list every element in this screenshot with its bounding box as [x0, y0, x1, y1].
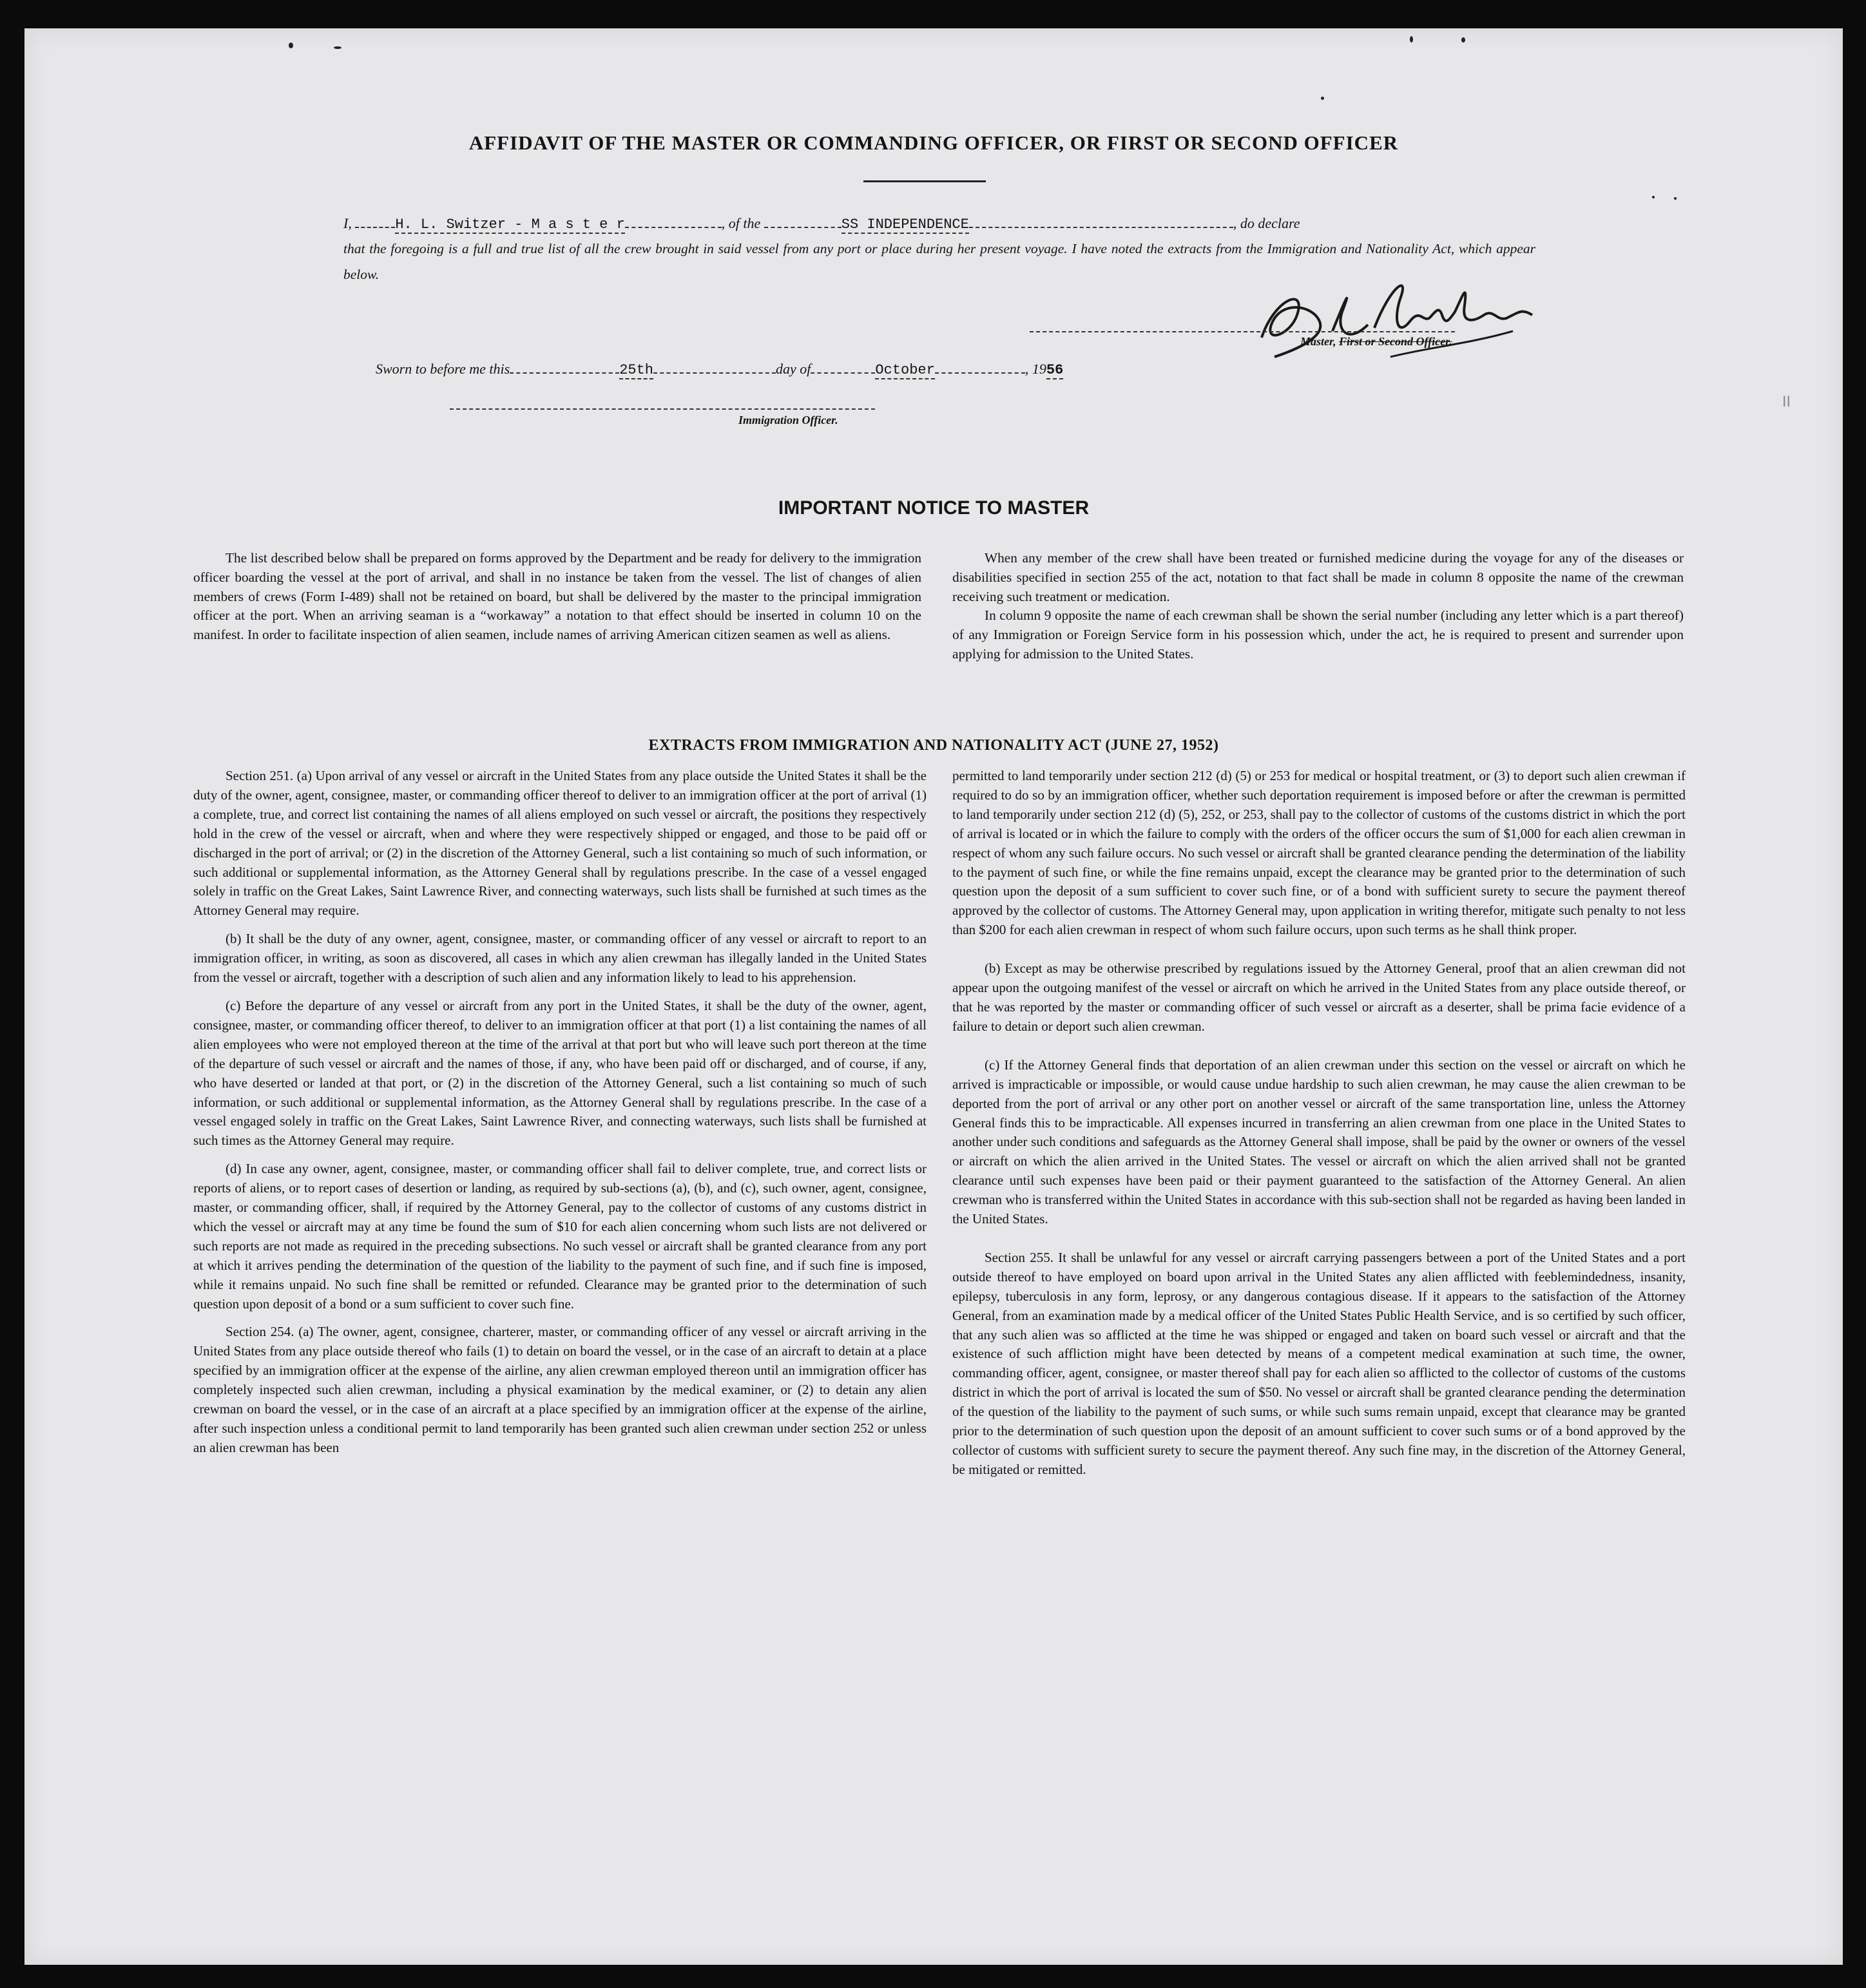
section-255: Section 255. It shall be unlawful for any vessel or aircraft carrying passengers between a port of the United States and a port outside thereof to have employed on board upon arrival in the United States any alien afflicted with feeblemindedness, insanity, epilepsy, tuberculosis in any form, leprosy, or any dangerous contagious disease. If it appears to the satisfaction of the Attorney General, from an examination made by a medical officer of the United States Public Health Service, and is so certified by such officer, that any such alien was so afflicted at the time he was shipped or engaged and taken on board such vessel or aircraft and that the existence of such affliction might have been detected by means of a competent medical examination at such time, the owner, commanding officer, agent, consignee, or master thereof shall pay for each alien so afflicted to the collector of customs of the customs district in which the port of arrival is located the sum of $50. No vessel or aircraft shall be granted clearance pending the determination of the question of the liability to the payment of such sums, or while such sums remain unpaid, except that clearance may be granted prior to the determination of such question upon the deposit of an amount sufficient to cover such sums or of a bond approved by the collector of customs with sufficient surety to secure the payment thereof. Any such fine may, in the discretion of the Attorney General, be mitigated or remitted.: [952, 1249, 1686, 1477]
section-254-b: (b) Except as may be otherwise prescribed by regulations issued by the Attorney General, proof that an alien crewman did not appear upon the outgoing manifest of the vessel or aircraft on which he arrived in the United States from any place outside thereof, or that he was reported by the master or commanding officer of such vessel or aircraft as a deserter, shall be prima facie evidence of a failure to detain or deport such alien crewman.: [952, 961, 1686, 1034]
signature-label-struck: First or Second Officer.: [1339, 335, 1452, 348]
extracts-title: EXTRACTS FROM IMMIGRATION AND NATIONALITY ACT (JUNE 27, 1952): [648, 737, 1219, 754]
sworn-day: 25th: [619, 362, 653, 378]
sworn-prefix: Sworn to before me this: [376, 361, 510, 377]
extracts-right-column: [952, 767, 1686, 1489]
declaration-line: [343, 213, 1532, 233]
fill-line: [653, 358, 776, 374]
notice-right-paragraph-1: When any member of the crew shall have been treated or furnished medicine during the voyage for any of the diseases or disabilities specified in section 255 of the act, notation to that fact shall be made in column 8 opposite the name of the crewman receiving such treatment or medication.: [952, 550, 1684, 604]
section-251-a: Section 251. (a) Upon arrival of any vessel or aircraft in the United States from any place outside the United States it shall be the duty of the owner, agent, consignee, master, or commanding officer thereof to deliver to an immigration officer at the port of arrival (1) a complete, true, and correct list containing the names of all aliens employed on such vessel or aircraft, the positions they respectively hold in the crew of the vessel or aircraft, when and where they were respectively shipped or engaged, and those to be paid off or discharged in the port of arrival; or (2) in the discretion of the Attorney General, such a list containing so much of such information, or such additional or supplemental information, as the Attorney General shall by regulations prescribe. In the case of a vessel engaged solely in traffic on the Great Lakes, Saint Lawrence River, and connecting waterways, such lists shall be furnished at such times as the Attorney General may require.: [193, 768, 927, 919]
fill-line: [764, 213, 842, 228]
vessel-name: SS INDEPENDENCE: [841, 216, 969, 233]
section-251-c: (c) Before the departure of any vessel or aircraft from any port in the United States, it shall be the duty of the owner, agent, consignee, master, or commanding officer thereof, to deliver to an immigration officer at that port (1) a list containing the names of all alien employees who were not employed thereon at the time of the arrival at that port but who will leave such port thereon at the time of the departure of such vessel or aircraft and the names of those, if any, who have been paid off or discharged, and of course, if any, who have deserted or landed at that port, or (2) in the discretion of the Attorney General, such a list containing so much of such information, or such additional or supplemental information, as the Attorney General shall by regulations prescribe. In the case of a vessel engaged solely in traffic on the Great Lakes, Saint Lawrence River, and connecting waterways, such lists shall be furnished at such times as the Attorney General may require.: [193, 997, 927, 1149]
notice-left-paragraph: The list described below shall be prepared on forms approved by the Department and be ready for delivery to the immigration officer boarding the vessel at the port of arrival, and shall in no instance be taken from the vessel. The list of changes of alien members of crews (Form I-489) shall not be retained on board, but shall be delivered by the master to the principal immigration officer at the port. When an arriving seaman is a “workaway” a notation to that effect should be inserted in column 10 on the manifest. In order to facilitate inspection of alien seamen, include names of arriving American citizen seamen as well as aliens.: [193, 550, 921, 643]
signature-line: [1030, 331, 1455, 332]
fill-line: [510, 358, 619, 374]
sworn-month: October: [875, 362, 935, 378]
title-rule: [863, 180, 986, 182]
decl-i: I,: [343, 215, 352, 231]
scan-speck: [289, 43, 293, 48]
notice-left-column: [193, 549, 921, 645]
scan-speck: [334, 46, 341, 49]
scan-speck: [1674, 197, 1677, 200]
extracts-left-column: [193, 767, 927, 1467]
fill-line: [355, 213, 395, 228]
scan-speck: [1461, 37, 1465, 43]
section-254-a: Section 254. (a) The owner, agent, consignee, charterer, master, or commanding officer of any vessel or aircraft arriving in the United States from any place outside thereof who fails (1) to detain on board the vessel, or in the case of an aircraft to detain at a place specified by an immigration officer at the expense of the airline, any alien crewman employed thereon until an immigration officer has completely inspected such alien crewman, including a physical examination by the medical examiner, or (2) to detain any alien crewman on board the vessel, or in the case of an aircraft at a place specified by an immigration officer at the expense of the airline, after such inspection unless a conditional permit to land temporarily has been granted such alien crewman under section 252 or unless an alien crewman has been: [193, 1324, 927, 1455]
section-251-d: (d) In case any owner, agent, consignee, master, or commanding officer shall fail to deliver complete, true, and correct lists or reports of aliens, or to report cases of desertion or landing, as required by sub-sections (a), (b), and (c), such owner, agent, consignee, master, or commanding officer, shall, if required by the Attorney General, pay to the collector of customs of any customs district in which the vessel or aircraft may at any time be found the sum of $10 for each alien concerning whom such lists are not delivered or such reports are not made as required in the preceding subsections. No such vessel or aircraft shall be granted clearance from any port at which it arrives pending the determination of the question of the liability to the payment of such fine, and if such fine is imposed, while it remains unpaid. No such fine shall be remitted or refunded. Clearance may be granted prior to the determination of such question upon deposit of a bond or a sum sufficient to cover such fine.: [193, 1161, 927, 1312]
do-declare-label: , do declare: [1233, 215, 1300, 231]
master-name: H. L. Switzer - M a s t e r: [395, 216, 625, 233]
notice-title: IMPORTANT NOTICE TO MASTER: [778, 497, 1090, 519]
fill-line: [935, 358, 1025, 374]
fill-line: [811, 358, 875, 374]
section-251-b: (b) It shall be the duty of any owner, agent, consignee, master, or commanding officer of any vessel or aircraft to report to an immigration officer, in writing, as soon as discovered, all cases in which any alien crewman has illegally landed in the United States from the vessel or aircraft, together with a description of such alien and any information likely to lead to his apprehension.: [193, 931, 927, 986]
declaration-text: that the foregoing is a full and true list of all the crew brought in said vessel from any port or place during her present voyage. I have noted the extracts from the Immigration and Nationality Act, which appear below.: [343, 241, 1535, 282]
edge-mark: II: [1782, 394, 1791, 410]
document-page: [24, 28, 1843, 1965]
fill-line: [625, 213, 722, 228]
day-of-label: day of: [776, 361, 811, 377]
officer-signature-line: [450, 408, 875, 410]
scan-speck: [1652, 196, 1655, 198]
sworn-year: 56: [1046, 362, 1064, 378]
sworn-line: [376, 358, 1564, 378]
of-the-label: , of the: [721, 215, 761, 231]
officer-label: Immigration Officer.: [738, 414, 838, 426]
section-254-c: (c) If the Attorney General finds that deportation of an alien crewman under this section on the vessel or aircraft on which he arrived is impracticable or impossible, or would cause undue hardship to such alien crewman, he may cause the alien crewman to be deported from the port of arrival or any other port on another vessel or aircraft of the same transportation line, unless the Attorney General finds this to be impracticable. All expenses incurred in transferring an alien crewman from one place in the United States to another under such conditions and safeguards as the Attorney General shall impose, shall be paid by the owner or owners of the vessel or aircraft on which the alien arrived in the United States. The vessel or aircraft on which the alien arrived shall not be granted clearance until such expenses have been paid or their payment guaranteed to the satisfaction of the Attorney General. An alien crewman who is transferred within the United States in accordance with this sub-section shall not be regarded as having been landed in the United States.: [952, 1056, 1686, 1227]
fill-line: [969, 213, 1233, 228]
affidavit-title: AFFIDAVIT OF THE MASTER OR COMMANDING OFFICER, OR FIRST OR SECOND OFFICER: [468, 131, 1399, 154]
signature-label: [1300, 335, 1452, 349]
notice-right-column: [952, 549, 1684, 664]
signature-label-master: Master,: [1300, 335, 1336, 348]
scan-speck: [1321, 97, 1324, 100]
notice-right-paragraph-2: In column 9 opposite the name of each crewman shall be shown the serial number (including any letter which is a part thereof) of any Immigration or Foreign Service form in his possession which, under the act, he is required to present and surrender upon applying for admission to the United States.: [952, 607, 1684, 662]
year-prefix: , 19: [1024, 361, 1046, 377]
section-254-a-continued: permitted to land temporarily under section 212 (d) (5) or 253 for medical or hospital treatment, or (3) to deport such alien crewman if required to do so by an immigration officer, whether such deportation requirement is imposed before or after the crewman is permitted to land temporarily under section 212 (d) (5), 252, or 253, shall pay to the collector of customs of the customs district in which the port of arrival is located or in which the failure to comply with the orders of the officer occurs the sum of $1,000 for each alien crewman in respect of whom any such failure occurs. No such vessel or aircraft shall be granted clearance pending the determination of the liability to the payment of such fine, or while the fine remains unpaid, except the clearance may be granted prior to the determination of such question upon the deposit of a sum sufficient to cover such fine, or of a bond with sufficient surety to secure the payment thereof approved by the collector of customs. The Attorney General may, upon application in writing therefor, mitigate such penalty to not less than $200 for each alien crewman in respect of whom such failure occurs, upon such terms as he shall think proper.: [952, 768, 1686, 938]
scan-speck: [1410, 36, 1413, 43]
